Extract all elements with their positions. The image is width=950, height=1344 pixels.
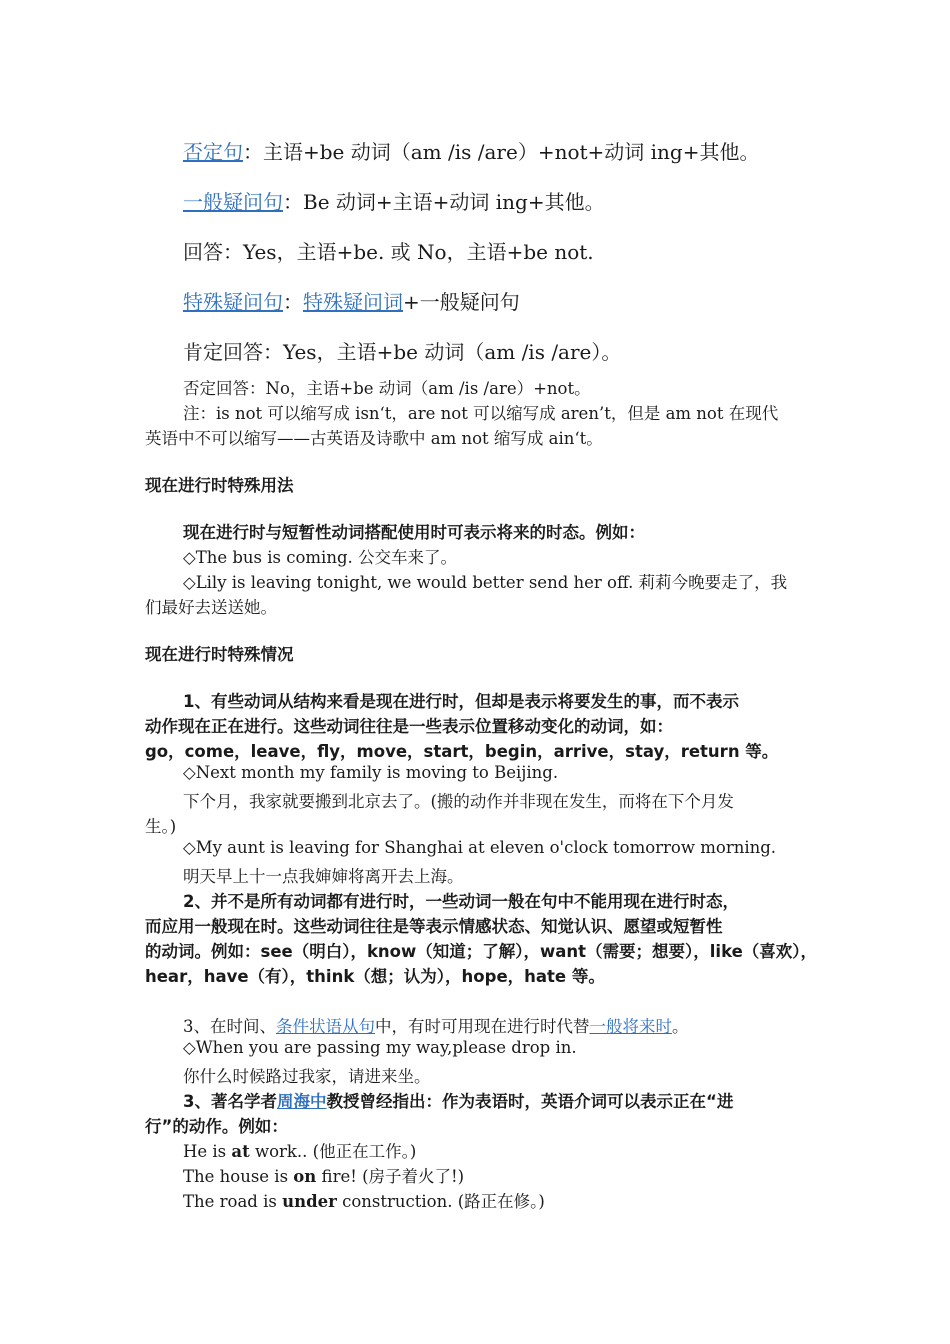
text: ： <box>283 290 303 314</box>
special-usage-intro: 现在进行时与短暂性动词搭配使用时可表示将来的时态。例如： <box>183 523 645 542</box>
text: The house is <box>183 1167 294 1186</box>
example-passing: ◇When you are passing my way,please drop in. <box>183 1038 577 1057</box>
example-aunt: ◇My aunt is leaving for Shanghai at eleven o'clock tomorrow morning. <box>183 838 777 857</box>
case-1-verbs: go，come，leave，fly，move，start，begin，arrive，stay，return 等。 <box>145 742 779 761</box>
translation-aunt: 明天早上十一点我婶婶将离开去上海。 <box>183 867 464 886</box>
text: He is <box>183 1142 232 1161</box>
case-4-line-1 <box>183 1088 733 1112</box>
text: 教授曾经指出：作为表语时，英语介词可以表示正在“进 <box>326 1092 734 1111</box>
case-2-line-3: 的动词。例如：see（明白），know（知道；了解），want（需要；想要），like（喜欢）， <box>145 942 818 961</box>
case-2-line-2: 而应用一般现在时。这些动词往往是等表示情感状态、知觉认识、愿望或短暂性 <box>145 917 723 936</box>
example-bus: ◇The bus is coming. 公交车来了。 <box>183 548 457 567</box>
text: construction. (路正在修。) <box>336 1192 545 1211</box>
case-4-line-2: 行”的动作。例如： <box>145 1117 288 1136</box>
text: work.. (他正在工作。) <box>249 1142 417 1161</box>
case-2-line-4: hear，have（有），think（想；认为），hope，hate 等。 <box>145 967 605 986</box>
text: 中，有时可用现在进行时代替 <box>375 1017 590 1036</box>
translation-passing: 你什么时候路过我家，请进来坐。 <box>183 1067 431 1086</box>
example-lily-1: ◇Lily is leaving tonight, we would better send her off. 莉莉今晚要走了，我 <box>183 573 788 592</box>
link-simple-future[interactable]: 一般将来时 <box>589 1017 672 1036</box>
translation-moving-1: 下个月，我家就要搬到北京去了。(搬的动作并非现在发生，而将在下个月发 <box>183 792 734 811</box>
example-moving: ◇Next month my family is moving to Beijing. <box>183 763 559 782</box>
example-on-fire <box>183 1163 464 1187</box>
link-special-question-word[interactable]: 特殊疑问词 <box>303 290 403 314</box>
case-2-line-1: 2、并不是所有动词都有进行时，一些动词一般在句中不能用现在进行时态， <box>183 892 739 911</box>
negative-answer-line: 否定回答：No，主语+be 动词（am /is /are）+not。 <box>183 379 591 398</box>
bold-preposition: under <box>282 1192 337 1211</box>
positive-answer-line: 肯定回答：Yes，主语+be 动词（am /is /are）。 <box>183 340 622 364</box>
text: 3、著名学者 <box>183 1092 277 1111</box>
text: +一般疑问句 <box>403 290 520 314</box>
text: The road is <box>183 1192 283 1211</box>
section-heading-special-cases: 现在进行时特殊情况 <box>145 645 294 664</box>
link-yes-no-question[interactable]: 一般疑问句 <box>183 190 283 214</box>
translation-moving-2: 生。) <box>145 817 177 836</box>
link-conditional-clause[interactable]: 条件状语从句 <box>276 1017 375 1036</box>
example-lily-2: 们最好去送送她。 <box>145 598 277 617</box>
text: 3、在时间、 <box>183 1017 276 1036</box>
case-1-line-2: 动作现在正在进行。这些动词往往是一些表示位置移动变化的动词，如： <box>145 717 673 736</box>
example-at-work <box>183 1138 416 1162</box>
note-line-2: 英语中不可以缩写——古英语及诗歌中 am not 缩写成 ain‘t。 <box>145 429 603 448</box>
link-zhou-haizhong[interactable]: 周海中 <box>276 1092 327 1111</box>
section-heading-special-usage: 现在进行时特殊用法 <box>145 476 294 495</box>
yes-no-question-line <box>183 186 605 215</box>
text: ：Be 动词+主语+动词 ing+其他。 <box>283 190 605 214</box>
case-1-line-1: 1、有些动词从结构来看是现在进行时，但却是表示将要发生的事，而不表示 <box>183 692 739 711</box>
bold-preposition: at <box>231 1142 250 1161</box>
text: fire! (房子着火了!) <box>316 1167 465 1186</box>
text: 。 <box>672 1017 689 1036</box>
example-under-construction <box>183 1188 545 1212</box>
note-line-1: 注：is not 可以缩写成 isn‘t，are not 可以缩写成 aren’t，但是 am not 在现代 <box>183 404 779 423</box>
link-negative-sentence[interactable]: 否定句 <box>183 140 243 164</box>
bold-preposition: on <box>293 1167 317 1186</box>
link-special-question[interactable]: 特殊疑问句 <box>183 290 283 314</box>
answer-line: 回答：Yes，主语+be. 或 No，主语+be not. <box>183 240 594 264</box>
special-question-line <box>183 286 520 315</box>
text: ：主语+be 动词（am /is /are）+not+动词 ing+其他。 <box>243 140 760 164</box>
negative-sentence-line <box>183 136 759 165</box>
case-3-line <box>183 1013 689 1037</box>
